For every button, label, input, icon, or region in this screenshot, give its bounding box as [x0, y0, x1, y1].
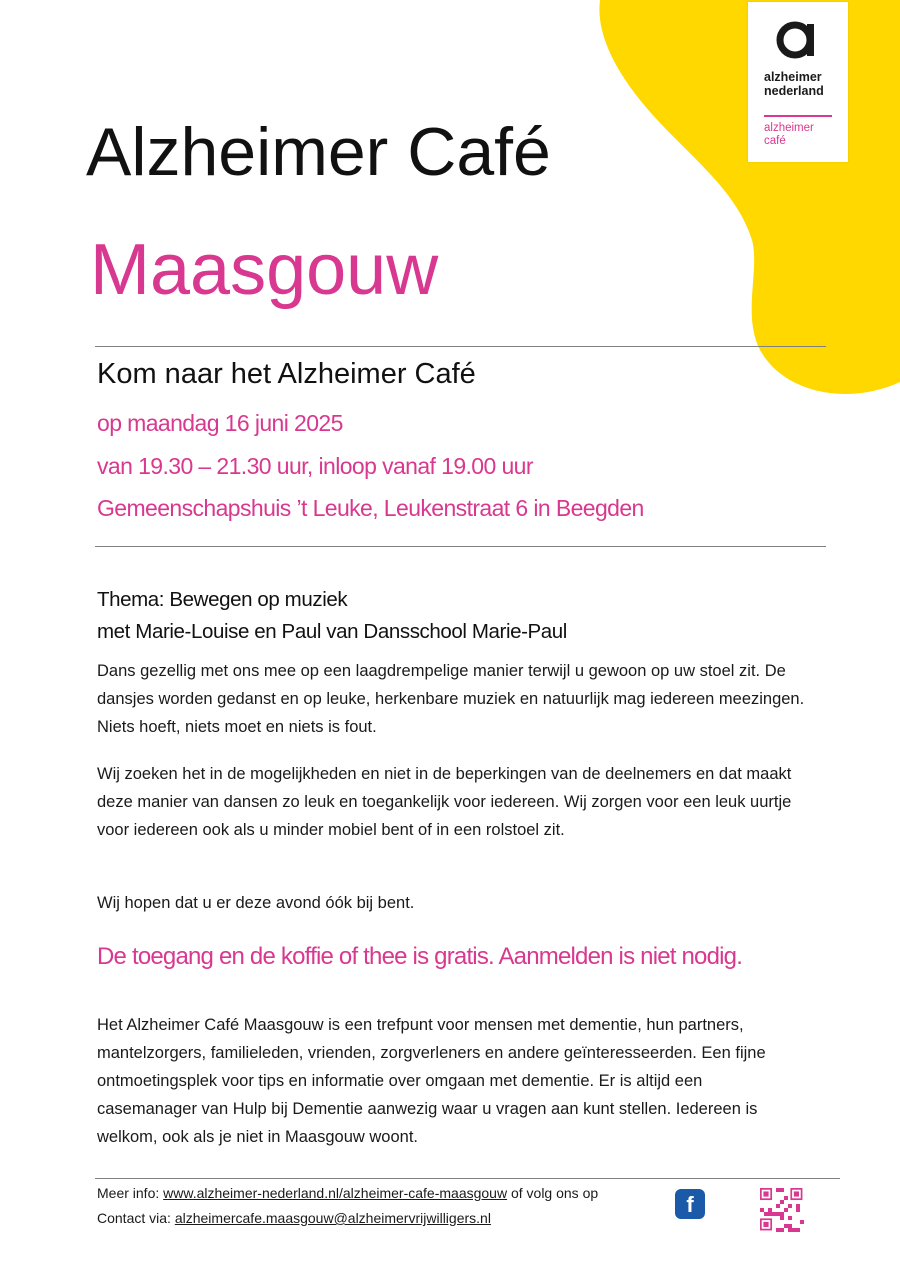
alzheimer-nederland-logo	[748, 2, 848, 162]
theme-title: Thema: Bewegen op muziek	[97, 588, 348, 611]
footer-info	[97, 1183, 598, 1203]
footer-info-label: Meer info:	[97, 1185, 164, 1201]
facebook-icon[interactable]	[675, 1189, 705, 1219]
event-time: van 19.30 – 21.30 uur, inloop vanaf 19.00 uur	[97, 453, 533, 479]
divider-top	[95, 346, 826, 347]
event-location: Gemeenschapshuis ’t Leuke, Leukenstraat 6 in Beegden	[97, 495, 644, 521]
theme-hosts: met Marie-Louise en Paul van Dansschool Marie-Paul	[97, 620, 567, 643]
logo-divider	[764, 115, 832, 117]
footer-contact-label: Contact via:	[97, 1210, 175, 1226]
free-entry-notice: De toegang en de koffie of thee is gratis. Aanmelden is niet nodig.	[97, 943, 743, 970]
logo-a-icon	[774, 16, 820, 62]
location-title: Maasgouw	[90, 230, 439, 310]
paragraph-about: Het Alzheimer Café Maasgouw is een trefpunt voor mensen met dementie, hun partners, mantelzorgers, familieleden, vrienden, zorgverleners en andere geïnteresseerden. Een fijne ontmoetingsplek voor tips en informatie over omgaan met dementie. Er is altijd een casemanager van Hulp bij Dementie aanwezig waar u vragen aan kunt stellen. Iedereen is welkom, ook als je niet in Maasgouw woont.	[97, 1016, 766, 1146]
qr-code-icon	[760, 1188, 804, 1232]
footer-website-link[interactable]: www.alzheimer-nederland.nl/alzheimer-cafe-maasgouw	[163, 1185, 508, 1201]
footer-email-link[interactable]: alzheimercafe.maasgouw@alzheimervrijwilligers.nl	[174, 1210, 491, 1226]
facebook-glyph: f	[686, 1192, 694, 1217]
divider-middle	[95, 546, 826, 547]
event-date: op maandag 16 juni 2025	[97, 410, 343, 436]
paragraph-intro: Dans gezellig met ons mee op een laagdrempelige manier terwijl u gewoon op uw stoel zit. De dansjes worden gedanst en op leuke, herkenbare muziek en natuurlijk mag iedereen meezingen. Niets hoeft, niets moet en niets is fout.	[97, 662, 805, 736]
page-title: Alzheimer Café	[86, 114, 551, 190]
footer-contact	[97, 1208, 491, 1228]
invitation-subtitle: Kom naar het Alzheimer Café	[97, 358, 476, 390]
divider-footer	[95, 1178, 840, 1179]
footer-follow-text: of volg ons op	[507, 1185, 599, 1201]
paragraph-possibilities: Wij zoeken het in de mogelijkheden en niet in de beperkingen van de deelnemers en dat maakt deze manier van dansen zo leuk en toegankelijk voor iedereen. Wij zorgen voor een leuk uurtje voor iedereen ook als u minder mobiel bent of in een rolstoel zit.	[97, 765, 792, 839]
paragraph-hope: Wij hopen dat u er deze avond óók bij bent.	[97, 894, 415, 912]
logo-text-brand: alzheimer nederland	[764, 70, 824, 98]
logo-text-cafe: alzheimer café	[764, 122, 814, 147]
